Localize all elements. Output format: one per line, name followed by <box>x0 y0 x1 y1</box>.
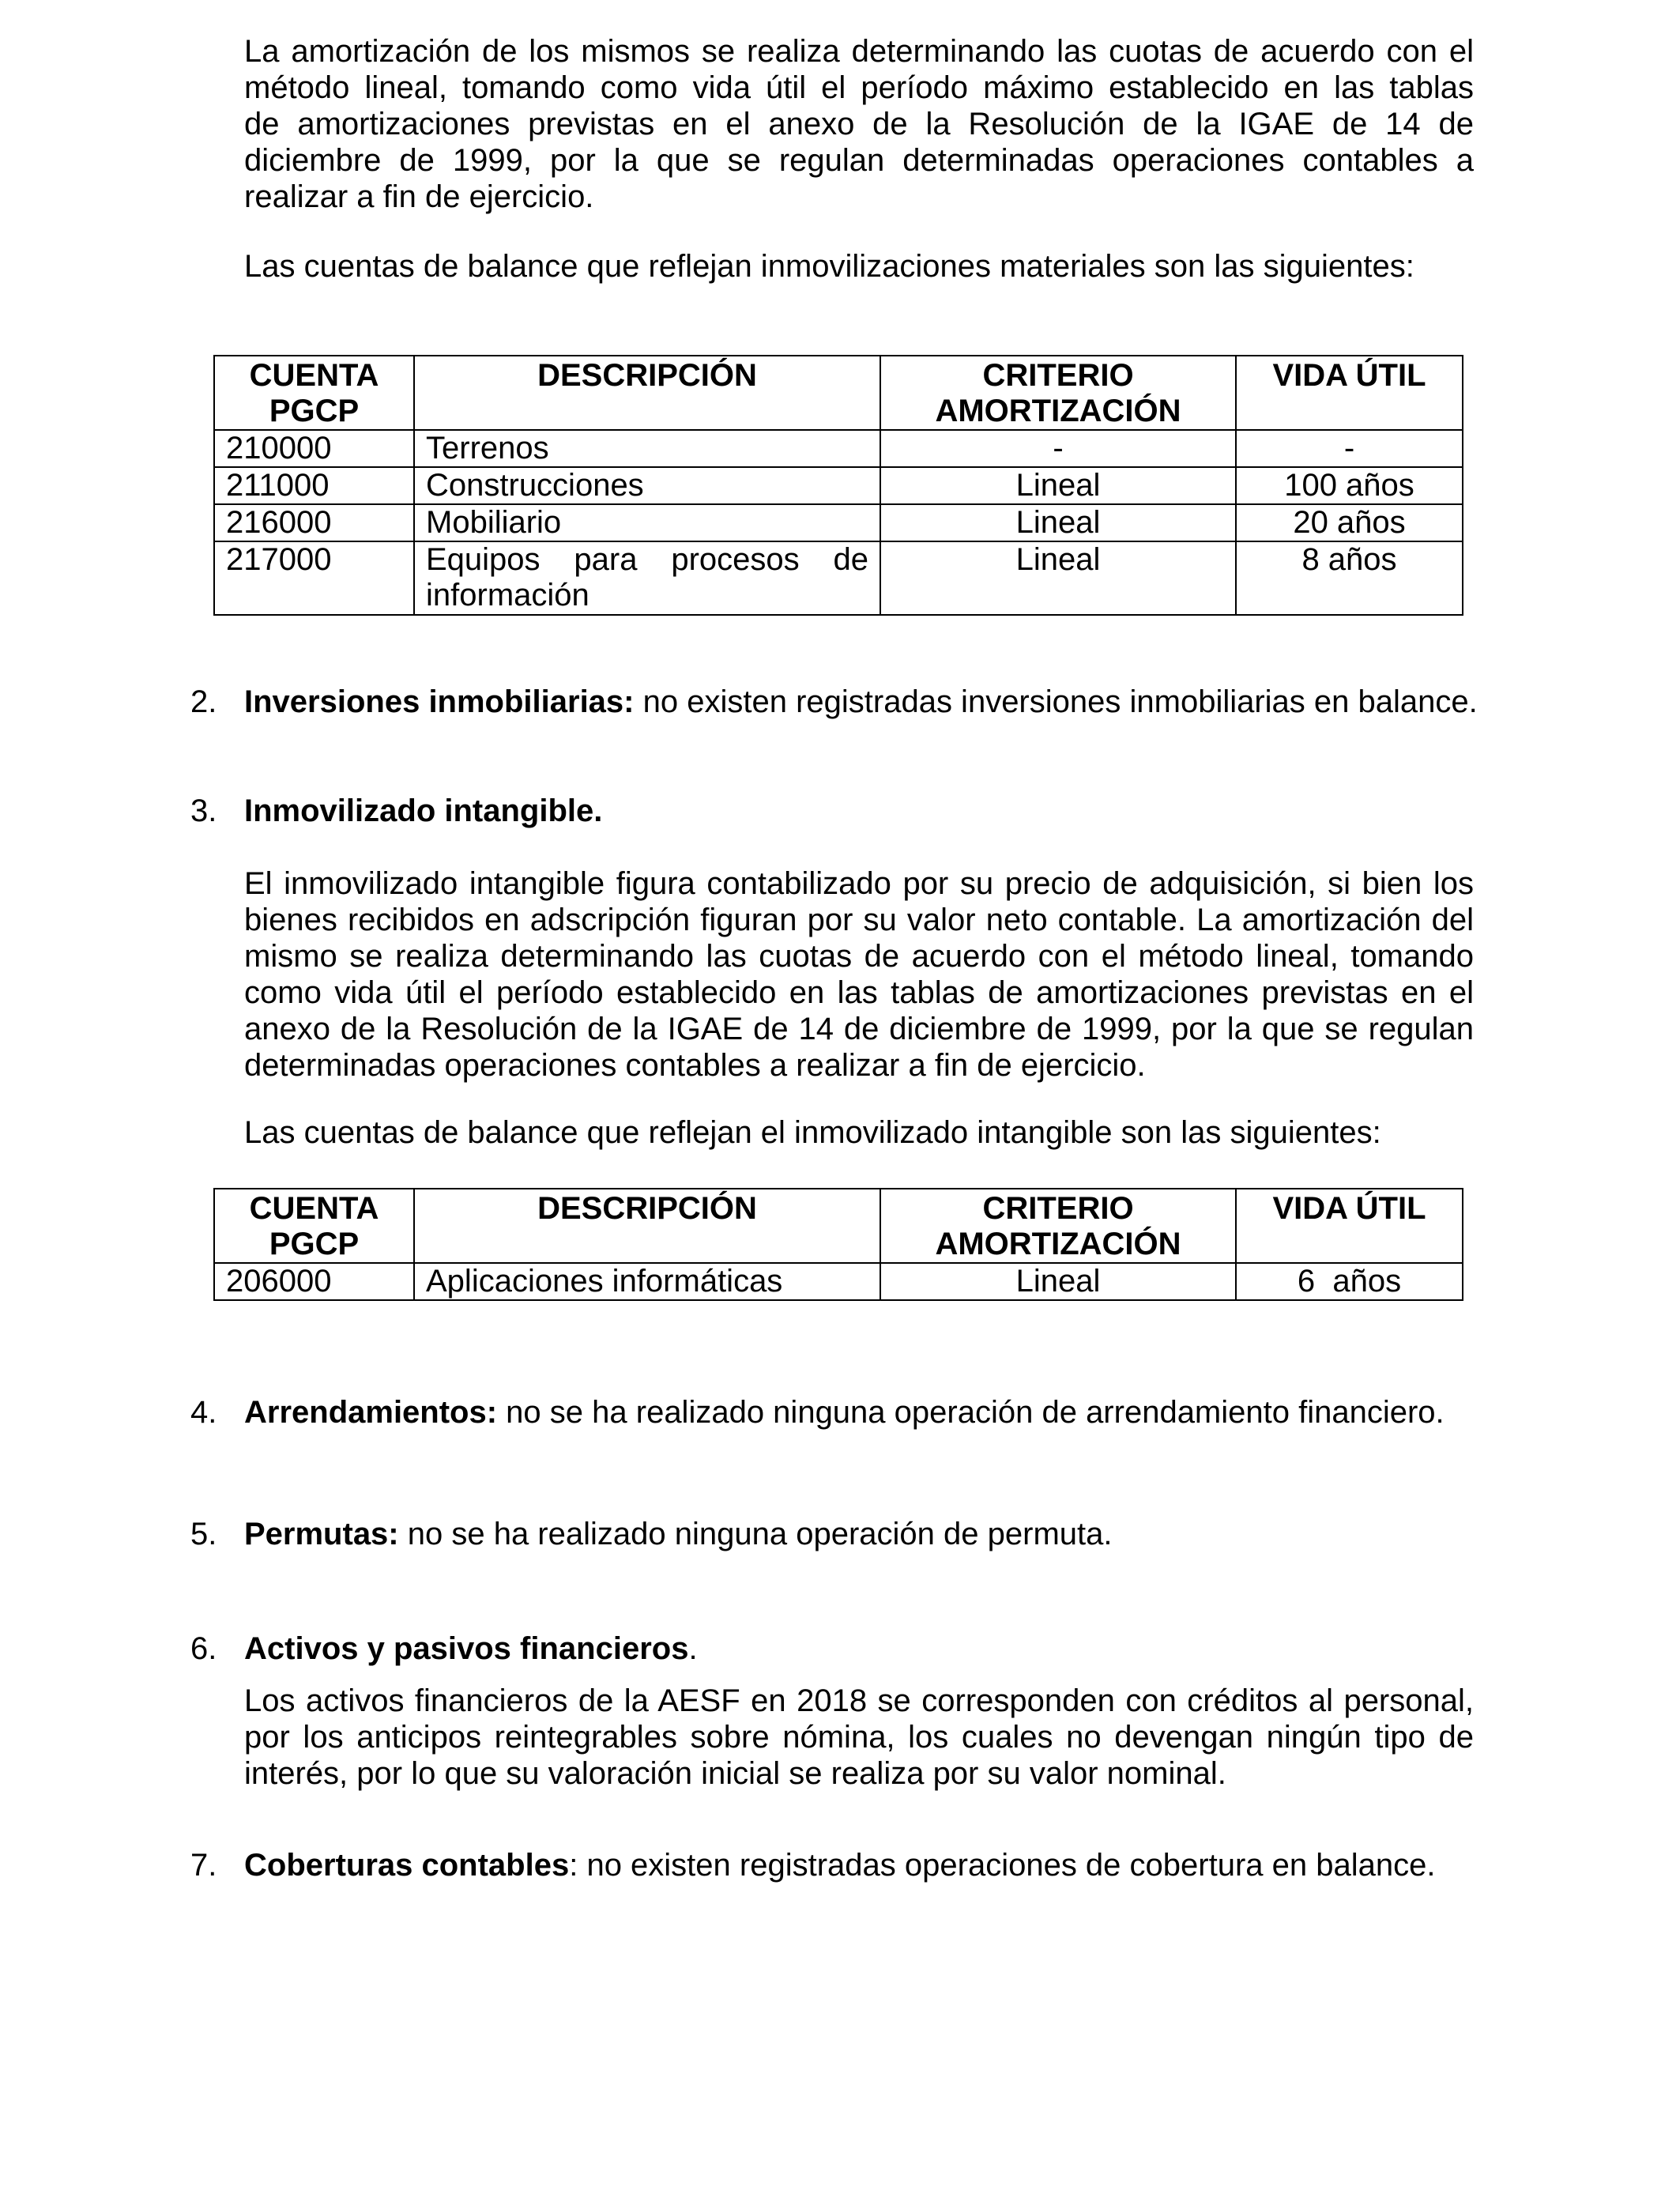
cell-descripcion: Construcciones <box>414 467 880 504</box>
cell-cuenta: 206000 <box>214 1263 414 1300</box>
intangible-assets-table <box>213 1188 1463 1301</box>
section3-paragraph <box>244 865 1474 1084</box>
paragraph-line: determinadas operaciones contables a realizar a fin de ejercicio. <box>244 1048 1146 1083</box>
cell-cuenta: 217000 <box>214 541 414 615</box>
table-row <box>214 541 1463 615</box>
section-title: Coberturas contables <box>244 1848 570 1883</box>
cell-cuenta: 210000 <box>214 430 414 467</box>
table-header-row <box>214 1189 1463 1263</box>
table2-intro <box>244 1114 1474 1151</box>
section-number: 3. <box>190 794 217 828</box>
section-number: 4. <box>190 1395 217 1430</box>
intro-line: diciembre de 1999, por la que se regulan determinadas operaciones contables a <box>244 143 1474 178</box>
paragraph-line: Los activos financieros de la AESF en 2018 se corresponden con créditos al personal, <box>244 1683 1474 1718</box>
table1-intro-text: Las cuentas de balance que reflejan inmovilizaciones materiales son las siguientes: <box>244 249 1414 284</box>
cell-criterio: Lineal <box>880 541 1236 615</box>
section-number: 2. <box>190 684 217 719</box>
section-number: 6. <box>190 1631 217 1666</box>
table-header-row <box>214 356 1463 430</box>
document-page: La amortización de los mismos se realiza determinando las cuotas de acuerdo con el método lineal, tomando como vida útil el período máximo establecido en las tablas de amortizaciones previstas en el anexo de la Resolución de la IGAE de 14 de diciembre de 1999, por la que se regulan determinadas operaciones contables a realizar a fin de ejercicio. Las cuentas de balance que reflejan inmovilizaciones materiales son las siguientes: CUENTA PGCP DESCRIPCIÓN CRITERIO AMORTIZACIÓN VIDA ÚTIL 210000 Terrenos - - 211000 Construcciones Lineal 100 años 216000 Mobiliario Lineal 20 años 217000 Equipos para procesos de información Lineal 8 años 2. Inversiones inmobiliarias: no existen registradas inversiones inmobiliarias en balance. 3. Inmovilizado intangible. El inmovilizado intangible figura contabilizado por su precio de adquisición, si bien los bienes recibidos en adscripción figuran por su valor neto contable. La amortización del mismo se realiza determinando las cuotas de acuerdo con el método lineal, tomando como vida útil el período establecido en las tablas de amortizaciones previstas en el anexo de la Resolución de la IGAE de 14 de diciembre de 1999, por la que se regulan determinadas operaciones contables a realizar a fin de ejercicio. Las cuentas de balance que reflejan el inmovilizado intangible son las siguientes: CUENTA PGCP DESCRIPCIÓN CRITERIO AMORTIZACIÓN VIDA ÚTIL 206000 Aplicaciones informáticas Lineal 6 años 4. Arrendamientos: no se ha realizado ninguna operación de arrendamiento financiero. 5. Permutas: no se ha realizado ninguna operación de permuta. 6. Activos y pasivos financieros. Los activos financieros de la AESF en 2018 se corresponden con créditos al personal, por los anticipos reintegrables sobre nómina, los cuales no devengan ningún tipo de interés, por lo que su valoración inicial se realiza por su valor nominal. 7. Coberturas contables: no existen registradas operaciones de cobertura en balance. <box>190 34 1478 1883</box>
table-row <box>214 504 1463 541</box>
header-vida-util: VIDA ÚTIL <box>1236 356 1463 430</box>
cell-vida: 6 años <box>1236 1263 1463 1300</box>
cell-vida: 20 años <box>1236 504 1463 541</box>
cell-criterio: Lineal <box>880 467 1236 504</box>
section-text: : no existen registradas operaciones de cobertura en balance. <box>569 1848 1436 1883</box>
cell-vida: 8 años <box>1236 541 1463 615</box>
header-criterio: CRITERIO AMORTIZACIÓN <box>880 1189 1236 1263</box>
section-title: Inversiones inmobiliarias: <box>244 684 635 719</box>
intro-line: realizar a fin de ejercicio. <box>244 179 594 214</box>
section-number: 7. <box>190 1848 217 1883</box>
table-row <box>214 1263 1463 1300</box>
cell-descripcion: Terrenos <box>414 430 880 467</box>
section-text: no existen registradas inversiones inmobiliarias en balance. <box>634 684 1478 719</box>
paragraph-line: anexo de la Resolución de la IGAE de 14 de diciembre de 1999, por la que se regulan <box>244 1012 1474 1046</box>
paragraph-line: interés, por lo que su valoración inicial se realiza por su valor nominal. <box>244 1756 1226 1791</box>
cell-criterio: Lineal <box>880 504 1236 541</box>
cell-criterio: Lineal <box>880 1263 1236 1300</box>
table1-intro <box>244 248 1474 285</box>
table-row <box>214 430 1463 467</box>
cell-descripcion: Aplicaciones informáticas <box>414 1263 880 1300</box>
table2-intro-text: Las cuentas de balance que reflejan el inmovilizado intangible son las siguientes: <box>244 1115 1381 1150</box>
paragraph-line: bienes recibidos en adscripción figuran por su valor neto contable. La amortización del <box>244 903 1474 937</box>
cell-criterio: - <box>880 430 1236 467</box>
paragraph-line: El inmovilizado intangible figura contabilizado por su precio de adquisición, si bien los <box>244 866 1474 901</box>
cell-cuenta: 216000 <box>214 504 414 541</box>
intro-line: método lineal, tomando como vida útil el período máximo establecido en las tablas <box>244 70 1474 105</box>
header-vida-util: VIDA ÚTIL <box>1236 1189 1463 1263</box>
section-title: Arrendamientos: <box>244 1395 498 1430</box>
paragraph-line: mismo se realiza determinando las cuotas de acuerdo con el método lineal, tomando <box>244 939 1474 974</box>
section-title: Permutas: <box>244 1517 399 1551</box>
intro-line: de amortizaciones previstas en el anexo de la Resolución de la IGAE de 14 de <box>244 107 1474 141</box>
section-title: Inmovilizado intangible. <box>244 794 603 828</box>
intro-line: La amortización de los mismos se realiza determinando las cuotas de acuerdo con el <box>244 34 1474 69</box>
header-descripcion: DESCRIPCIÓN <box>414 1189 880 1263</box>
table-row <box>214 467 1463 504</box>
cell-descripcion: Equipos para procesos de información <box>414 541 880 615</box>
cell-cuenta: 211000 <box>214 467 414 504</box>
cell-descripcion: Mobiliario <box>414 504 880 541</box>
cell-vida: 100 años <box>1236 467 1463 504</box>
section-number: 5. <box>190 1517 217 1551</box>
cell-vida: - <box>1236 430 1463 467</box>
section-text: no se ha realizado ninguna operación de arrendamiento financiero. <box>497 1395 1445 1430</box>
header-descripcion: DESCRIPCIÓN <box>414 356 880 430</box>
section-title: Activos y pasivos financieros <box>244 1631 689 1666</box>
section6-paragraph <box>244 1683 1474 1792</box>
paragraph-line: por los anticipos reintegrables sobre nómina, los cuales no devengan ningún tipo de <box>244 1720 1474 1755</box>
tangible-assets-table <box>213 355 1463 616</box>
intro-paragraph <box>244 33 1474 215</box>
header-cuenta: CUENTA PGCP <box>214 356 414 430</box>
paragraph-line: como vida útil el período establecido en las tablas de amortizaciones previstas en el <box>244 975 1474 1010</box>
header-cuenta: CUENTA PGCP <box>214 1189 414 1263</box>
section-text: no se ha realizado ninguna operación de permuta. <box>398 1517 1113 1551</box>
header-criterio: CRITERIO AMORTIZACIÓN <box>880 356 1236 430</box>
